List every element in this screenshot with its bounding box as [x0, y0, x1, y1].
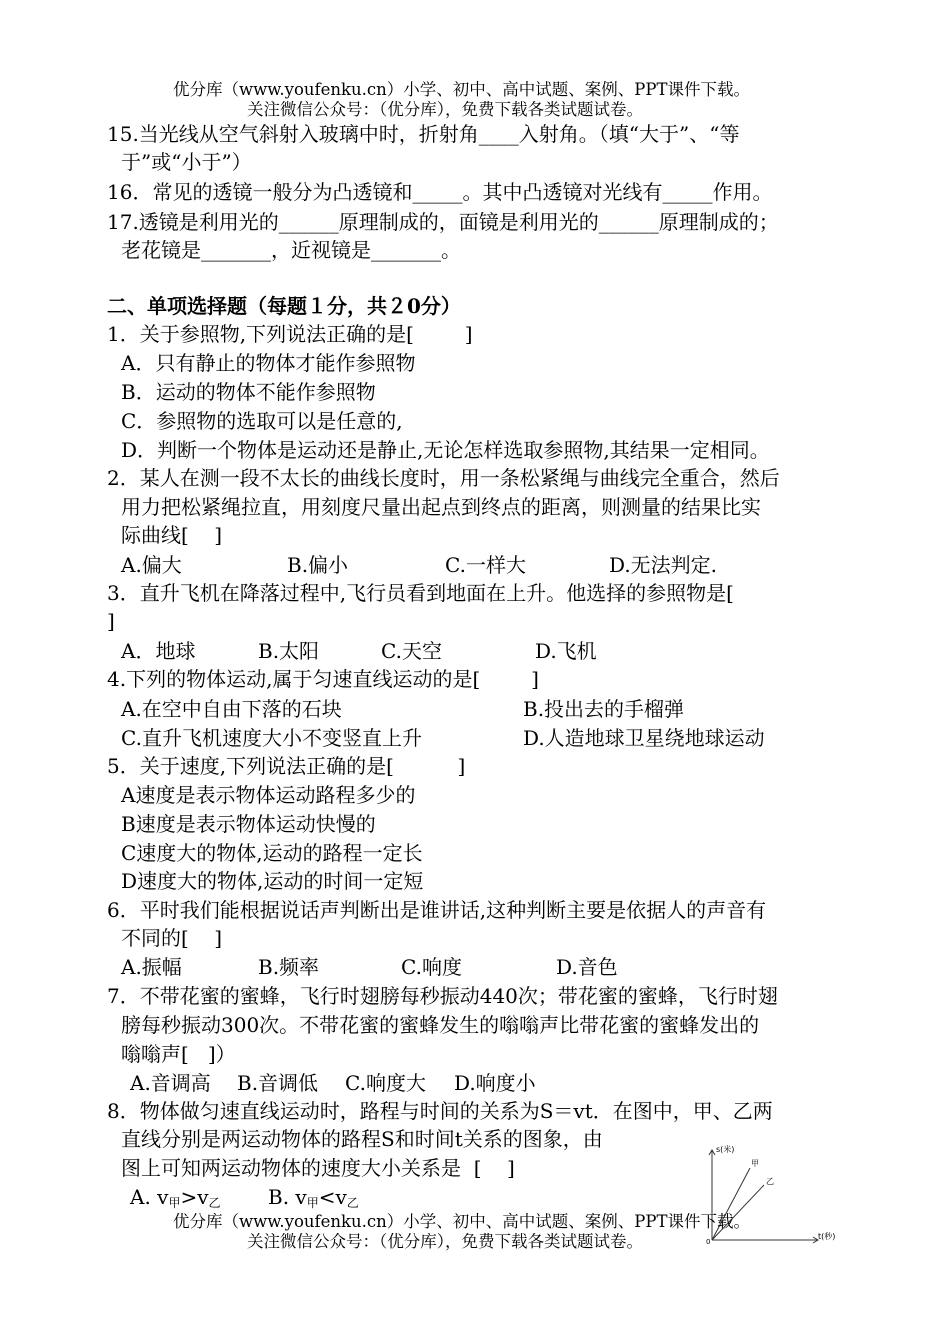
q8-stem-3: 图上可知两运动物体的速度大小关系是 [ ]	[121, 1156, 515, 1180]
q15-line-2: 于”或“小于”）	[121, 150, 252, 174]
q1-stem: 1．关于参照物,下列说法正确的是[ ]	[107, 322, 473, 346]
q7-stem-1: 7．不带花蜜的蜜蜂，飞行时翅膀每秒振动440次；带花蜜的蜜蜂，飞行时翅	[107, 984, 778, 1008]
q8-option-b-mid: <v	[318, 1185, 347, 1209]
q8-option-a-sub-1: 甲	[168, 1196, 181, 1210]
q8-option-b-lead: B. v	[268, 1185, 307, 1209]
graph-origin-label: 0	[706, 1238, 711, 1245]
q8-option-b-sub-1: 甲	[306, 1196, 319, 1210]
q17-line-2: 老花镜是_______，近视镜是_______。	[121, 238, 461, 262]
q8-option-a-sub-2: 乙	[208, 1196, 221, 1210]
q6-option-a: A.振幅	[121, 955, 182, 979]
q7-option-d: D.响度小	[454, 1071, 536, 1095]
header-line-1: 优分库（www.youfenku.cn）小学、初中、高中试题、案例、PPT课件下载。	[173, 80, 750, 99]
q3-stem-2: ]	[107, 609, 115, 633]
graph-jia-label: 甲	[751, 1159, 759, 1168]
q6-stem-1: 6．平时我们能根据说话声判断出是谁讲话,这种判断主要是依据人的声音有	[107, 898, 767, 922]
q7-stem-2: 膀每秒振动300次。不带花蜜的蜜蜂发生的嗡嗡声比带花蜜的蜜蜂发出的	[121, 1013, 760, 1037]
q5-option-a: A速度是表示物体运动路程多少的	[121, 783, 416, 807]
q15-line-1: 15.当光线从空气斜射入玻璃中时，折射角____入射角。（填“大于”、“等	[107, 122, 740, 146]
header-line-2: 关注微信公众号：（优分库），免费下载各类试题试卷。	[247, 100, 643, 119]
q5-stem: 5．关于速度,下列说法正确的是[ ]	[107, 754, 466, 778]
q6-stem-2: 不同的[ ]	[121, 926, 223, 950]
footer-line-2: 关注微信公众号：（优分库），免费下载各类试题试卷。	[247, 1232, 643, 1251]
q17-line-1: 17.透镜是利用光的______原理制成的，面镜是利用光的______原理制成的；	[107, 210, 779, 234]
q4-option-a: A.在空中自由下落的石块	[121, 697, 342, 721]
q2-option-b: B.偏小	[287, 553, 349, 577]
q8-option-b	[268, 1185, 359, 1215]
q7-option-b: B.音调低	[237, 1071, 319, 1095]
q3-option-a: A．地球	[121, 639, 196, 663]
q5-option-c: C速度大的物体,运动的路程一定长	[121, 841, 423, 865]
q7-option-a: A.音调高	[130, 1071, 211, 1095]
q8-stem-2: 直线分别是两运动物体的路程S和时间t关系的图象，由	[121, 1127, 603, 1151]
q16-line-1: 16．常见的透镜一般分为凸透镜和_____。其中凸透镜对光线有_____作用。	[107, 180, 773, 204]
q1-option-d: D．判断一个物体是运动还是静止,无论怎样选取参照物,其结果一定相同。	[121, 438, 770, 462]
q1-option-b: B．运动的物体不能作参照物	[121, 380, 376, 404]
section-2-title: 二、单项选择题（每题１分，共２0分）	[107, 294, 461, 318]
q4-stem: 4.下列的物体运动,属于匀速直线运动的是[ ]	[107, 667, 539, 691]
q7-option-c: C.响度大	[345, 1071, 426, 1095]
q1-option-a: A．只有静止的物体才能作参照物	[121, 351, 416, 375]
q8-option-b-sub-2: 乙	[346, 1196, 359, 1210]
q1-option-c: C．参照物的选取可以是任意的,	[121, 409, 403, 433]
q8-option-a-mid: >v	[180, 1185, 209, 1209]
q4-option-b: B.投出去的手榴弹	[523, 697, 685, 721]
q2-option-a: A.偏大	[121, 553, 182, 577]
q3-option-c: C.天空	[381, 639, 442, 663]
q8-option-a-lead: A. v	[130, 1185, 169, 1209]
q5-option-d: D速度大的物体,运动的时间一定短	[121, 869, 424, 893]
q2-stem-2: 用力把松紧绳拉直，用刻度尺量出起点到终点的距离，则测量的结果比实	[121, 495, 761, 519]
q4-option-c: C.直升飞机速度大小不变竖直上升	[121, 726, 422, 750]
q3-option-d: D.飞机	[535, 639, 597, 663]
footer-line-1: 优分库（www.youfenku.cn）小学、初中、高中试题、案例、PPT课件下载。	[173, 1212, 750, 1231]
q3-stem-1: 3．直升飞机在降落过程中,飞行员看到地面在上升。他选择的参照物是[	[107, 581, 734, 605]
q6-option-b: B.频率	[258, 955, 320, 979]
graph-yi-label: 乙	[766, 1177, 774, 1186]
q3-option-b: B.太阳	[258, 639, 320, 663]
graph-x-label: t(秒)	[818, 1232, 836, 1241]
q7-stem-3: 嗡嗡声[ ]）	[121, 1042, 236, 1066]
q6-option-d: D.音色	[556, 955, 618, 979]
q2-option-d: D.无法判定.	[609, 553, 718, 577]
q2-stem-1: 2．某人在测一段不太长的曲线长度时，用一条松紧绳与曲线完全重合，然后	[107, 466, 780, 490]
q4-option-d: D.人造地球卫星绕地球运动	[523, 726, 765, 750]
q6-option-c: C.响度	[401, 955, 462, 979]
q8-stem-1: 8．物体做匀速直线运动时，路程与时间的关系为S＝vt．在图中，甲、乙两	[107, 1099, 773, 1123]
q2-option-c: C.一样大	[445, 553, 526, 577]
q5-option-b: B速度是表示物体运动快慢的	[121, 812, 376, 836]
graph-y-label: s(米)	[716, 1145, 735, 1154]
q2-stem-3: 际曲线[ ]	[121, 523, 223, 547]
q8-option-a	[130, 1185, 221, 1215]
